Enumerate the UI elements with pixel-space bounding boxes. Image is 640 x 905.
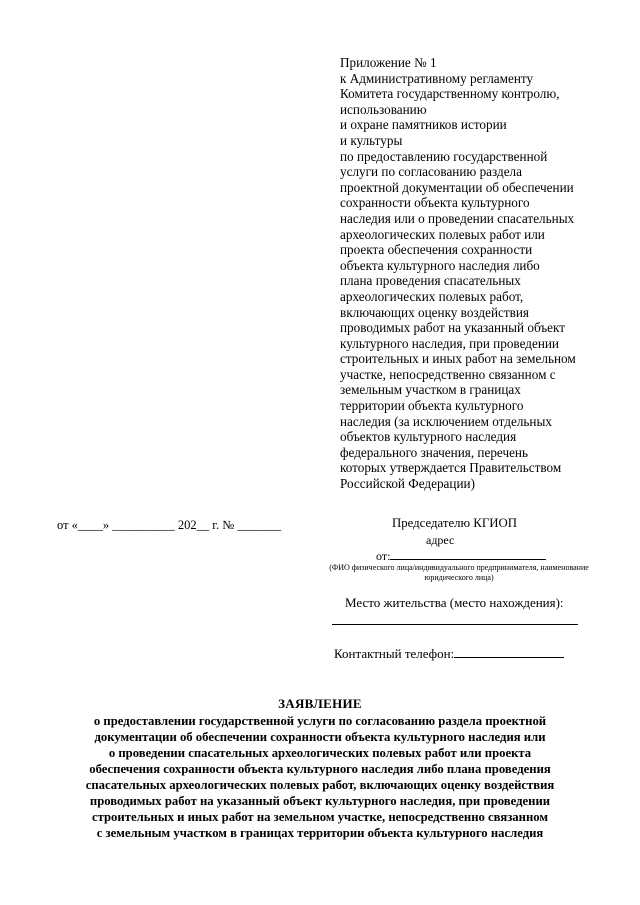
appendix-line: Приложение № 1 <box>340 55 437 70</box>
appendix-line: и охране памятников истории <box>340 117 507 133</box>
phone-field <box>334 645 564 662</box>
address-label: адрес <box>426 533 455 547</box>
statement-subject <box>60 713 580 841</box>
appendix-line: объектов культурного наследия <box>340 429 517 445</box>
appendix-line: строительных и иных работ на земельном <box>340 351 576 367</box>
addressee: Председателю КГИОП <box>392 516 517 530</box>
appendix-line: Российской Федерации) <box>340 476 475 492</box>
appendix-line: использованию <box>340 101 427 117</box>
residence-label: Место жительства (место нахождения): <box>345 595 564 610</box>
phone-label: Контактный телефон: <box>334 646 455 661</box>
appendix-line: объекта культурного наследия либо <box>340 257 540 273</box>
appendix-block <box>340 55 610 492</box>
appendix-line: земельным участком в границах <box>340 382 521 398</box>
fio-note: (ФИО физического лица/индивидуального предпринимателя, наименование юридического лица) <box>329 563 589 582</box>
statement-line: документации об обеспечении сохранности объекта культурного наследия или <box>94 730 546 744</box>
statement-line: проводимых работ на указанный объект культурного наследия, при проведении <box>89 794 551 808</box>
appendix-line: включающих оценку воздействия <box>340 304 529 320</box>
appendix-line: к Административному регламенту <box>340 70 534 86</box>
appendix-line: Комитета государственному контролю, <box>340 86 560 102</box>
appendix-line: и культуры <box>340 132 403 148</box>
appendix-line: проекта обеспечения сохранности <box>340 242 533 258</box>
appendix-line: федерального значения, перечень <box>340 444 529 460</box>
statement-title: ЗАЯВЛЕНИЕ <box>278 696 362 711</box>
statement-line: обеспечения сохранности объекта культурного наследия либо плана проведения <box>89 762 551 776</box>
appendix-line: археологических полевых работ, <box>340 288 524 304</box>
residence-blank-line <box>332 624 578 625</box>
appendix-line: сохранности объекта культурного <box>340 195 530 211</box>
statement-line: о проведении спасательных археологических полевых работ или проекта <box>108 746 532 760</box>
statement-line: строительных и иных работ на земельном участке, непосредственно связанном <box>91 810 549 824</box>
appendix-line: культурного наследия, при проведении <box>340 335 559 351</box>
statement-line: спасательных археологических полевых работ, включающих оценку воздействия <box>85 778 555 792</box>
from-field <box>376 548 546 564</box>
appendix-line: наследия или о проведении спасательных <box>340 210 575 226</box>
appendix-line: проектной документации об обеспечении <box>340 179 574 195</box>
appendix-line: по предоставлению государственной <box>340 148 548 164</box>
phone-blank-line <box>454 645 564 658</box>
statement-line: с земельным участком в границах территории объекта культурного наследия <box>96 826 544 840</box>
appendix-line: проводимых работ на указанный объект <box>340 320 565 336</box>
appendix-line: которых утверждается Правительством <box>340 460 562 476</box>
appendix-line: территории объекта культурного <box>340 398 524 414</box>
appendix-line: участке, непосредственно связанном с <box>340 366 556 382</box>
appendix-line: плана проведения спасательных <box>340 273 521 289</box>
statement-line: о предоставлении государственной услуги по согласованию раздела проектной <box>93 714 547 728</box>
from-label: от: <box>376 549 391 563</box>
appendix-line: археологических полевых работ или <box>340 226 545 242</box>
from-blank-line <box>390 548 546 560</box>
date-number-line: от «____» __________ 202__ г. № _______ <box>57 518 282 532</box>
appendix-line: наследия (за исключением отдельных <box>340 413 552 429</box>
appendix-line: услуги по согласованию раздела <box>340 164 522 180</box>
